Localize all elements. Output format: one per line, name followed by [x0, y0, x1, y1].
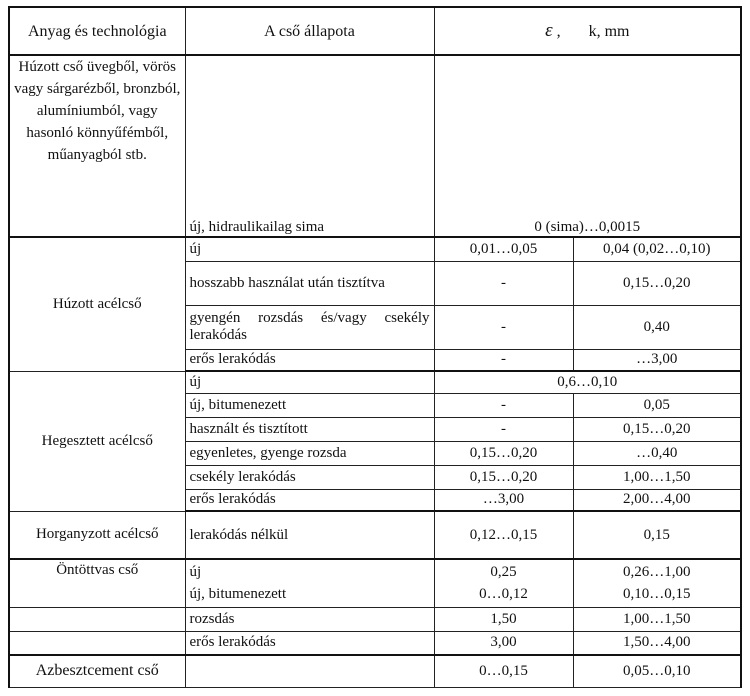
value-cell: 0,05	[573, 393, 741, 417]
value-cell: 0,04 (0,02…0,10)	[573, 237, 741, 261]
condition-cell: csekély lerakódás	[185, 465, 434, 489]
condition-cell: erős lerakódás	[185, 349, 434, 371]
condition-line: új	[189, 564, 202, 581]
header-row	[9, 7, 741, 55]
material-cell: Húzott cső üvegből, vörös vagy sárgarézből, bronzból, alumíniumból, vagy hasonló könnyűfémből, műanyagból stb.	[9, 55, 185, 237]
value-cell: 0,40	[573, 305, 741, 349]
condition-cell: erős lerakódás	[185, 631, 434, 655]
table-row	[9, 607, 741, 631]
value-cell: 1,50	[434, 607, 573, 631]
condition-line: új, bitumenezett	[189, 586, 287, 603]
material-cell: Hegesztett acélcső	[9, 371, 185, 511]
value-cell: 0,01…0,05	[434, 237, 573, 261]
condition-cell: új, hidraulikailag sima	[185, 55, 434, 237]
table-row	[9, 371, 741, 393]
value-cell: -	[434, 393, 573, 417]
condition-cell: új	[185, 371, 434, 393]
value-cell: -	[434, 305, 573, 349]
roughness-table-wrapper	[8, 6, 740, 688]
value-cell: 0,15…0,20	[573, 417, 741, 441]
value-cell: 0…0,15	[434, 655, 573, 687]
value-cell: 1,00…1,50	[573, 465, 741, 489]
value-cell: …3,00	[434, 489, 573, 511]
value-cell: 1,50…4,00	[573, 631, 741, 655]
epsilon-separator: ,	[556, 23, 561, 40]
empty-cell	[9, 631, 185, 655]
table-row	[9, 237, 741, 261]
value-cell: …3,00	[573, 349, 741, 371]
value-cell: -	[434, 417, 573, 441]
value-line: 0…0,12	[479, 586, 528, 603]
value-cell: 0,05…0,10	[573, 655, 741, 687]
pipe-roughness-table	[8, 6, 742, 688]
empty-cell	[9, 607, 185, 631]
value-line: 0,25	[490, 564, 517, 581]
condition-cell: erős lerakódás	[185, 489, 434, 511]
value-cell	[573, 559, 741, 607]
condition-cell: használt és tisztított	[185, 417, 434, 441]
material-cell: Horganyzott acélcső	[9, 511, 185, 559]
value-cell: 3,00	[434, 631, 573, 655]
table-row	[9, 655, 741, 687]
header-roughness	[434, 7, 741, 55]
condition-cell: új, bitumenezett	[185, 393, 434, 417]
condition-cell	[185, 655, 434, 687]
table-row	[9, 511, 741, 559]
value-cell: 1,00…1,50	[573, 607, 741, 631]
value-cell: 0,15…0,20	[573, 261, 741, 305]
value-cell: -	[434, 349, 573, 371]
epsilon-symbol: ε	[545, 20, 553, 41]
value-cell: -	[434, 261, 573, 305]
condition-cell: hosszabb használat után tisztítva	[185, 261, 434, 305]
value-cell: 2,00…4,00	[573, 489, 741, 511]
value-line: 0,26…1,00	[623, 564, 691, 581]
condition-cell: lerakódás nélkül	[185, 511, 434, 559]
value-line: 0,10…0,15	[623, 586, 691, 603]
value-cell: 0 (sima)…0,0015	[434, 55, 741, 237]
value-cell: …0,40	[573, 441, 741, 465]
value-cell: 0,15	[573, 511, 741, 559]
value-cell: 0,15…0,20	[434, 441, 573, 465]
value-cell: 0,6…0,10	[434, 371, 741, 393]
header-material: Anyag és technológia	[9, 7, 185, 55]
condition-cell: rozsdás	[185, 607, 434, 631]
table-row	[9, 631, 741, 655]
value-cell: 0,15…0,20	[434, 465, 573, 489]
condition-cell: gyengén rozsdás és/vagy csekély lerakódás	[185, 305, 434, 349]
material-cell: Húzott acélcső	[9, 237, 185, 371]
material-cell: Öntöttvas cső	[9, 559, 185, 607]
table-row	[9, 55, 741, 237]
condition-cell: egyenletes, gyenge rozsda	[185, 441, 434, 465]
value-cell: 0,12…0,15	[434, 511, 573, 559]
material-cell: Azbesztcement cső	[9, 655, 185, 687]
roughness-unit: k, mm	[588, 23, 630, 40]
table-row	[9, 559, 741, 607]
condition-cell	[185, 559, 434, 607]
condition-cell: új	[185, 237, 434, 261]
header-condition: A cső állapota	[185, 7, 434, 55]
value-cell	[434, 559, 573, 607]
